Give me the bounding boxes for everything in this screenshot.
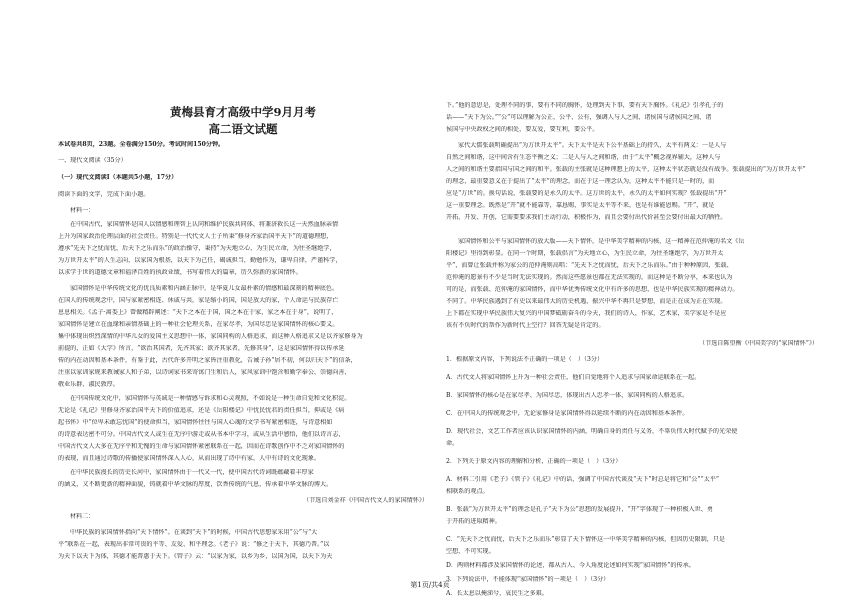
- text-line: 该有不负时代的帮作为新时代上空行？回答无疑是肯定的。: [446, 322, 605, 329]
- text-line: 上下都在实现中华民族伟大复兴的中国梦砥砺奋斗的今天，我们的诗人，作家，艺术家，美学家是不是应: [446, 310, 727, 317]
- text-line: 家国情怀和公平与家国情怀的放大版——天下情怀，是中华美学精神的内核，这一精神在范仲淹的名文《岳: [458, 238, 745, 245]
- text-line: 的涵义，又不断更新的精神面貌，铸就着中华文脉的厚度，饮香传统的气息，传承着中华文脉的博大。: [58, 481, 333, 488]
- text-line: 传的内在动因和基本条件，有鉴于此，古代许多开明之家皆注重教化，告诫子孙“居不初，何以归天下”的信条，: [58, 357, 357, 364]
- text-line: 家国情怀是建立在血缘和亲情基础上的一种社会伦理关系，在家尽孝，为国尽忠是家国情怀的核心要义。: [58, 321, 339, 328]
- text-line: 敬业乐群、淑民敦厚。: [58, 381, 119, 388]
- text-line: 不同了。中华民族遇到了有史以来最伟大的历史机遇，振兴中华不再只是梦想，而是正在成为正在实现。: [446, 298, 727, 305]
- text-line: 开拓、开发、开创，它需要要求我们主动行动，积极作为，而且会要付出代价甚至会要付出最大的牺牲。: [446, 214, 727, 221]
- text-line: 上升为国家政治伦理层面的社会责任。特别是一代代文人士子所秉“修身齐家治国平天下”的道德理想，: [58, 233, 333, 240]
- text-line: 3．下列说法中，不能体现“家国情怀”的一项是（ ）（3分）: [446, 576, 610, 583]
- text-line: 起书怀》中“位卑未敢忘忧国”的使命担当，家国情怀往往与国人心魂的文学书写紧密相连，与诗意相如: [58, 419, 333, 426]
- text-line: 以求学于世的道德文章和福泽百姓的执政业绩，书写着伟大的篇章，历久弥新的家国情怀。: [58, 269, 302, 276]
- text-line: 应是“万世”的。换句话说，张载要的是永久的太平。这万世的太平，永久的太平如何实现？张载提出“开”: [446, 190, 727, 197]
- text-line: 的表现，而且通过诗歌的传播使家国情怀深入人心，从而出现了诗中有家，人中有诗的文化现象。: [58, 455, 321, 462]
- text-line: D．两则材料都涉及家国情怀的论述，都从古人、今人角度论述如何实现“家国情怀”的传承。: [446, 562, 695, 569]
- text-line: 为万世开太平”的人生志向，以家国为根基，以天下为己任，碣诚担当，勤勉作为，谦卑自律，严谨科学，: [58, 257, 342, 264]
- text-line: D．现代社会，文艺工作者应该认识家国情怀的内涵，明确自身的责任与义务，不辜负伟大时代赋予的光荣使: [446, 428, 738, 435]
- text-line: 材料一：: [70, 207, 95, 214]
- text-line: 中华民族的家国情怀指向“天下情怀”。在谈到“天下”的时候，中国古代思想家采用“公”与“大: [70, 529, 318, 536]
- exam-title: 黄梅县育才高级中学9月月考: [169, 105, 316, 119]
- text-line: （节选自刘金祥《中国古代文人的家国情怀》）: [303, 497, 428, 504]
- text-line: 自然之间和谐，这中间含有生态平衡之义；二是人与人之间和谐，由于“太平”概念视界辅大，这种人与: [446, 154, 721, 161]
- text-line: 命。: [446, 440, 459, 447]
- text-line: （节选自陈望衡《中国美学的“家国情怀”》）: [699, 340, 818, 347]
- text-line: B．张载“为万世开太平”的理念是孔子“天下为公”思想的发展提升，“开”字体现了一种积极入世、勇: [446, 506, 713, 513]
- text-line: 阳楼记》里得到彰显。在同一个时期，张载倡言“为天地立心，为生民立命，为往圣继绝学，为万世开太: [446, 250, 724, 257]
- text-line: 1．根据原文内容，下列说法不正确的一项是（ ）（3分）: [446, 356, 604, 363]
- text-line: 这一重要理念。既然是“开”就不能靠等，靠恳赐，事实是太平等不来，也是有谁能恩赐。“开”，就是: [446, 202, 715, 209]
- text-line: 相联系的观点。: [446, 488, 489, 495]
- right-column: [446, 0, 818, 608]
- text-line: 平”联系在一起，表现出非常可贵的平等、友爱、和平理念。《老子》说：“修之于天下，其德乃普。”以: [58, 541, 330, 548]
- text-line: 家代大儒张载明确提出“为万世开太平”。天下太平是天下公平基础上的持久，太平有两义：一是人与: [458, 142, 727, 149]
- text-line: 下。”他的意思是，处理不同的事，要有不同的胸怀，处理到天下事，要有天下胸怀。《礼记》引孝孔子的: [446, 102, 724, 109]
- text-line: 无论是《礼记》里修身齐家治国平天下的价值追求，还是《岳阳楼记》中忧民忧君的责任担当，抑或是《病: [58, 407, 345, 414]
- text-line: B．家国情怀的核心是在家尽孝、为国尽忠，体现出古人忠孝一体、家国同构的人格追求。: [446, 392, 689, 399]
- text-line: C．“先天下之忧而忧，后天下之乐而乐”彰显了天下情怀这一中华美学精神的内核，但因历史限制，只是: [446, 536, 726, 543]
- text-line: A．长太息以掩涕兮，哀民生之多艰。: [446, 590, 548, 597]
- text-line: 的理念，最重要意义在于提出了“太平”的理念，而在于这一理念认为，这种太平不能只是一时的，而: [446, 178, 715, 185]
- text-line: 本试卷共8页，23题。全卷满分150分。考试时间150分钟。: [58, 141, 225, 148]
- text-line: （一）现代文阅读Ⅰ（本题共5小题，17分）: [58, 174, 178, 181]
- text-line: 遵承“先天下之忧而忧，后天下之乐而乐”的政治操守，秉持“为天地立心，为生民立命，为往圣继绝学，: [58, 245, 336, 252]
- text-line: 可的是，而张载、范仲淹的家国情怀，而中华优秀传统文化中有许多的思想，也是中华民族实现的精神动力。: [446, 286, 739, 293]
- text-line: 阅读下面的文字，完成下面小题。: [58, 191, 150, 198]
- text-line: 在国人的传统观念中，国与家紧密相连、休戚与共，家是缩小的国，国是放大的家，个人命运与民族存亡: [58, 297, 339, 304]
- text-line: 话——“天下为公。”“公”可以理解为公正、公平、公有，强调人与人之间、诸侯国与诸侯国之间、诸: [446, 114, 712, 121]
- text-line: 前提的，正如《大学》所言，“欲治其国者，先齐其家；欲齐其家者，先修其身”，这是家国情怀得以传承延: [58, 345, 345, 352]
- text-line: A．古代文人将家国情怀上升为一种社会责任，他们自觉地将个人追求与国家命运联系在一起。: [446, 374, 701, 381]
- text-line: 在中华民族漫长的历史长河中，家国情怀由于一代又一代，使中国古代诗词既蕴藏着丰厚家: [70, 469, 314, 476]
- text-line: 息息相关。《孟子·离娄上》曾做精辟阐述：“天下之本在于国，国之本在于家，家之本在于身”，说明了，: [58, 309, 338, 316]
- text-line: 中国古代文人大多在无序平和无愧的生命与家国情怀紧密联系在一起，因而在诗歌创作中不乏对家国情怀的: [58, 443, 345, 450]
- text-line: 平”，而曾让张载并称为家公的范仲淹则高唱：“先天下之忧而忧，后天下之乐而乐。”由于种种原因，张载、: [446, 262, 733, 269]
- text-line: 集中体现出炽烈深情的中华儿女的爱国主义思想中一体，家国同构的人格追求，而这种人格追求又是以齐家修身为: [58, 333, 363, 340]
- text-line: 在中国古代，家国情怀是国人以情感和理智上认同和维护民族共同体、将兼济救长这一天然血脉亲情: [70, 221, 339, 228]
- text-line: 为天下以天下为体，其德才能普惠于天下。《管子》云：“以家为家，以乡为乡，以国为国，以天下为天: [58, 553, 333, 560]
- exam-subtitle: 高二语文试题: [208, 122, 278, 136]
- text-line: 材料二：: [70, 513, 95, 520]
- text-line: 于开拓的进取精神。: [446, 518, 501, 525]
- text-line: 注重以家训家规来教诫家人和子弟，以诗词家书来寄寓门生和后人，家风家训中饱含和勤学奉公、崇德向善、: [58, 369, 351, 376]
- text-line: 空想，不可实现。: [446, 548, 495, 555]
- text-line: 在中国传统文化中，家国情怀与英诚是一种情感与诉求和心灵观照，不如说是一种生命自觉和文化积淀。: [70, 395, 351, 402]
- text-line: 一、现代文阅读（35分）: [58, 157, 127, 164]
- text-line: 人之间的和谐主要指国与国之间的和平。张载的主张就是这种理想上的太平，这种太平状态就是没有战争。张载提出的“为万世开太平”: [446, 166, 806, 173]
- text-line: A．材料二引用《老子》《管子》《礼记》中的话，强调了中国古代谈及“天下”时总是将它和“公”“太平”: [446, 476, 719, 483]
- left-column: [58, 0, 428, 608]
- text-line: 家国情怀是中华传统文化的优良质素和内涵正脉中，是华夏儿女最朴素的情感和最深刻的精神底色。: [70, 285, 339, 292]
- text-line: 2．下列关于原文内容的理解和分析，正确的一项是（ ）（3分）: [446, 458, 622, 465]
- text-line: 侯国与中央政权之间的相处，要友爱，要互利，要公平。: [446, 126, 599, 133]
- page-number: 第1页/共4页: [410, 581, 450, 589]
- text-line: C．在中国人的传统观念中，无论家修身是家国情怀得以延续不断的内在动因和基本条件。: [446, 410, 689, 417]
- text-line: 范仲淹的愿景有不少是当时无法实现的。然而这些愿景也都在无法实现的，而这种是不断分享，本来也认为: [446, 274, 733, 281]
- text-line: 的诗意表达密不可分。中国古代文人或生在无序中游走或从书本中学习，或从生活中感悟，他们以诗言志，: [58, 431, 345, 438]
